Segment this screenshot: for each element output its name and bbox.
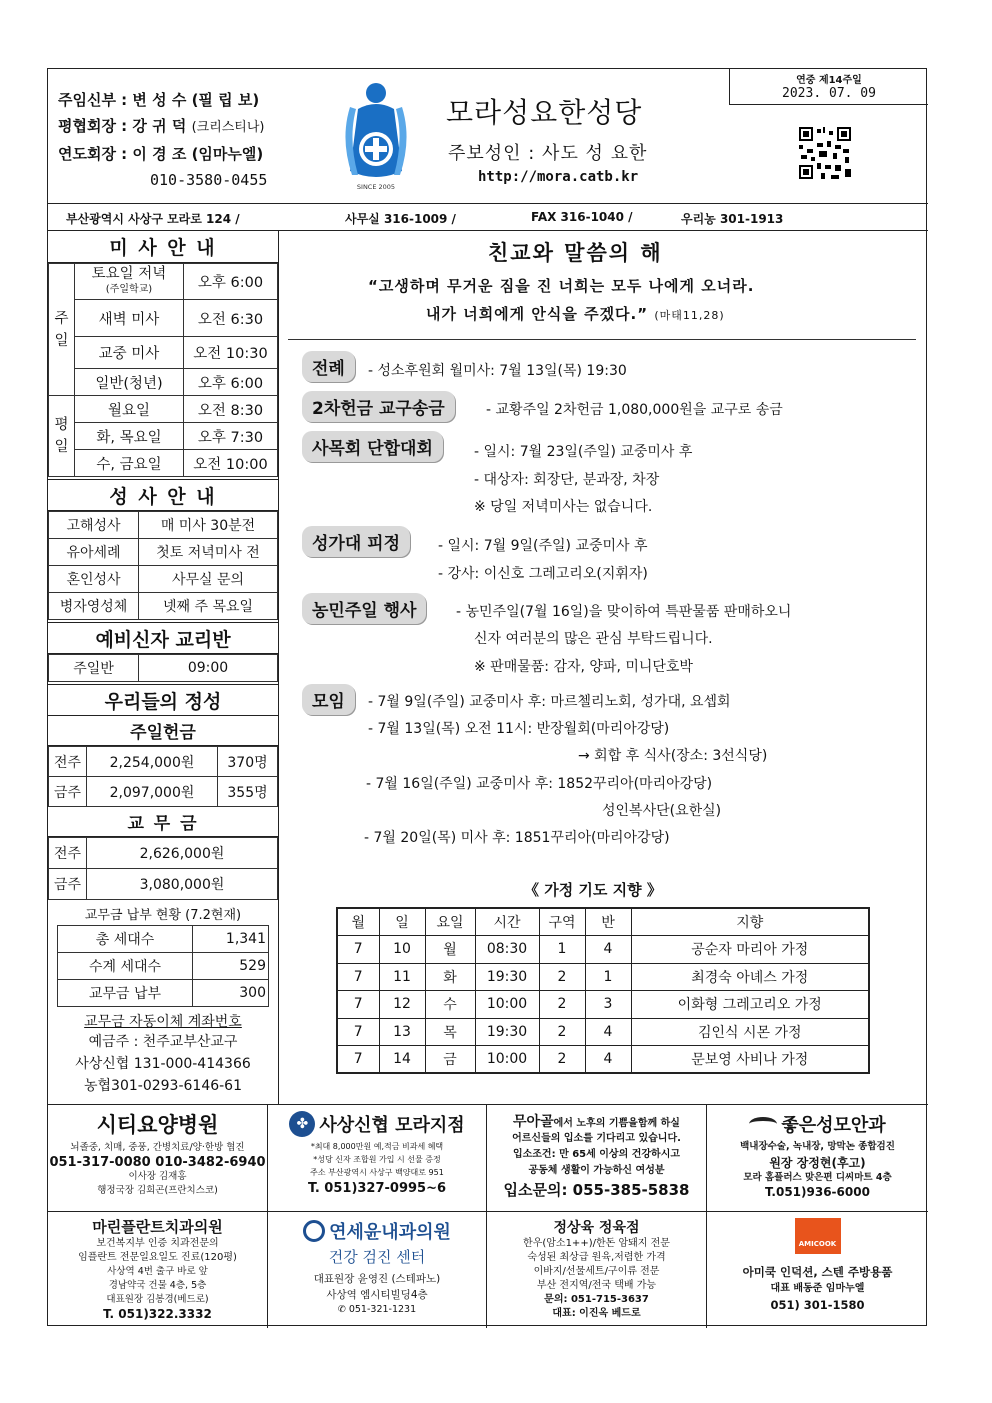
prayer-row: 7 11 화 19:30 2 1 최경숙 아녜스 가정 — [337, 963, 869, 991]
prayer-row: 7 12 수 10:00 2 3 이화형 그레고리오 가정 — [337, 991, 869, 1019]
church-url[interactable]: http://mora.catb.kr — [478, 169, 639, 185]
left-column — [48, 231, 279, 1104]
bulletin-page — [47, 68, 927, 1326]
mass-row: 토요일 저녁 (주일학교) — [75, 264, 184, 300]
ad-city-hospital: 시티요양병원 뇌졸중, 치매, 중풍, 간병치료/양·한방 협진 051-317-0080 010-3482-6940 이사장 김재홍 행정국장 김희곤(프란치스코) — [48, 1105, 268, 1212]
officers-block — [58, 87, 328, 193]
badge-meetings: 모임 — [302, 684, 355, 715]
catechumen-table: 주일반 09:00 — [48, 654, 278, 682]
bank-account-2: 농협301-0293-6146-61 — [84, 1078, 242, 1094]
woorinong: 우리농 301-1913 — [681, 212, 784, 226]
sunday-label: 주일 — [49, 264, 75, 396]
patron-saint: 주보성인 : 사도 성 요한 — [448, 143, 648, 164]
prayer-row: 7 14 금 10:00 2 4 문보영 사비나 가정 — [337, 1046, 869, 1074]
badge-second-collection: 2차헌금 교구송금 — [302, 391, 455, 422]
sunday-offering-title: 주일헌금 — [48, 716, 278, 746]
pastor-line: 주임신부 : 변 성 수 (필 립 보) — [58, 91, 260, 109]
address: 부산광역시 사상구 모라로 124 / — [66, 212, 240, 226]
main-content: 친교와 말씀의 해 “고생하며 무거운 짐을 진 너희는 모두 나에게 오너라. 내가 너희에게 안식을 주겠다.” (마태11,28) 전례 - 성소후원회 월미사: 7월 13일(목) 19:30 2차헌금 교구송금 - 교황주일 2차헌금 1,080,000원을 교구로 송금 사목회 단합대회 - 일시: 7월 23일(주일) 교중미사 후 - 대상자: 회장단, 분과장, 차장 ※ 당일 저녁미사는 없습니다. 성가대 피정 - 일시: 7월 9일(주일) 교중미사 후 - 강사: 이신호 그레고리오(지휘자) 농민주일 행사 - 농민주일(7월 16일)을 맞이하여 특판물품 판매하오니 신자 여러분의 많은 관심 부탁드립니다. ※ 판매물품: 감자, 양파, 미니단호박 모임 - 7월 9일(주일) 교중미사 후: 마르첼리노회, 성가대, 요셉회 - 7월 13일(목) 오전 11시: 반장월회(마리아강당) → 회합 후 식사(장소: 3선식당) - 7월 16일(주일) 교중미사 후: 1852꾸리아(마리아강당) 성인복사단(요한실) - 7월 20일(목) 미사 후: 1851꾸리아(마리아강당) 《 가정 기도 지향 》 월 일 요일 시간 구역 반 지향 7 10 월 08:30 1 4 공순자 마리아 가정 7 11 화 19:30 2 1 최경숙 아녜스 가정 7 12 수 10:00 2 3 이화형 그레고리오 가정 7 13 목 19:30 2 4 김인식 시몬 가정 7 14 금 10:00 2 4 문보영 사비나 가정 — [280, 231, 928, 1104]
fee-status-title: 교무금 납부 현황 (7.2현재) — [84, 908, 242, 923]
date-box — [729, 69, 928, 105]
ad-eye-clinic: 좋은성모안과 백내장수술, 녹내장, 망막논 종합검진 원장 장정현(후고) 모라 홈플러스 맞은편 디씨마트 4층 T.051)936-6000 — [707, 1105, 928, 1212]
sunday-offering-table: 전주 2,254,000원 370명 금주 2,097,000원 355명 — [48, 746, 278, 807]
diocese-fee-title: 교 무 금 — [48, 807, 278, 837]
badge-choir-retreat: 성가대 피정 — [302, 526, 410, 557]
sacrament-title: 성 사 안 내 — [48, 479, 278, 511]
fax: FAX 316-1040 / — [531, 210, 633, 224]
eye-logo-icon — [749, 1117, 777, 1131]
liturgical-week: 연중 제14주일 — [796, 75, 862, 86]
church-name: 모라성요한성당 — [446, 96, 643, 129]
ad-credit-union: ✤ 사상신협 모라지점 *최대 8,000만원 예,적금 비과세 혜택 *성당 신자 조합원 가입 시 선물 증정 주소 부산광역시 사상구 백양대로 951 T. 051)327-0995~6 — [268, 1105, 487, 1212]
catechumen-title: 예비신자 교리반 — [48, 622, 278, 654]
badge-council-gathering: 사목회 단합대회 — [302, 431, 443, 462]
ad-internal-clinic: 연세윤내과의원 건강 검진 센터 대표원장 윤영진 (스테파노) 사상역 엠시티빌딩4층 ✆ 051-321-1231 — [268, 1212, 487, 1328]
badge-farmers-sunday: 농민주일 행사 — [302, 593, 426, 624]
phone-icon: ✆ — [337, 1304, 346, 1315]
credit-union-logo-icon: ✤ — [289, 1111, 315, 1137]
church-logo-icon — [336, 79, 416, 194]
auto-transfer-title: 교무금 자동이체 계좌번호 — [84, 1014, 242, 1030]
clinic-logo-icon — [303, 1220, 325, 1242]
prayer-header: 월 일 요일 시간 구역 반 지향 — [337, 908, 869, 936]
mass-table: 주일 토요일 저녁 (주일학교) 오후 6:00 새벽 미사 오전 6:30 교중 미사 오전 10:30 일반(청년) 오후 6:00 평일 월요일 오전 8:30 화, 목요일 오후 7:30 수, 금요일 오전 10:00 — [48, 263, 278, 477]
account-holder: 예금주 : 천주교부산교구 — [88, 1034, 238, 1050]
prayer-row: 7 13 목 19:30 2 4 김인식 시몬 가정 — [337, 1018, 869, 1046]
mass-title: 미 사 안 내 — [48, 231, 278, 263]
qr-code-icon[interactable] — [797, 125, 853, 181]
year-title: 친교와 말씀의 해 — [488, 241, 663, 265]
prayer-title: 《 가정 기도 지향 》 — [524, 881, 662, 899]
council-line: 평협회장 : 강 귀 덕 (크리스티나) — [58, 117, 265, 135]
prayer-row: 7 10 월 08:30 1 4 공순자 마리아 가정 — [337, 936, 869, 964]
legion-line: 연도회장 : 이 경 조 (임마누엘) — [58, 145, 264, 163]
bulletin-date: 2023. 07. 09 — [782, 86, 876, 101]
weekday-label: 평일 — [49, 396, 75, 477]
ad-dental-clinic: 마린플란트치과의원 보건복지부 인증 치과전문의 임플란트 전문일요일도 진료(120평) 사상역 4번 출구 바로 앞 경남약국 건물 4층, 5층 대표원장 김봉경(베드로) T. 051)322.3332 — [48, 1212, 268, 1328]
office-phone: 사무실 316-1009 / — [345, 212, 456, 226]
sacrament-table: 고해성사 매 미사 30분전 유아세례 첫토 저녁미사 전 혼인성사 사무실 문의 병자영성체 넷째 주 목요일 — [48, 511, 278, 620]
amicook-logo-icon: AMICOOK — [795, 1218, 841, 1254]
offering-title: 우리들의 정성 — [48, 684, 278, 716]
phone: 010-3580-0455 — [150, 171, 268, 189]
ads-section — [48, 1104, 928, 1327]
ad-butcher: 정상육 정육점 한우(암소1++)/한돈 암돼지 전문 숙성된 최상급 원육,저렴한 가격 이바지/선물세트/구이류 전문 부산 전지역/전국 택배 가능 문의: 051-715-3637 대표: 이진옥 베드로 — [487, 1212, 707, 1328]
fee-status-table: 총 세대수 1,341 수계 세대수 529 교무금 납부 300 — [57, 925, 269, 1007]
divider — [288, 339, 916, 340]
scripture-quote-1: “고생하며 무거운 짐을 진 너희는 모두 나에게 오너라. — [368, 277, 755, 295]
address-bar — [48, 203, 928, 231]
bank-account-1: 사상신협 131-000-414366 — [75, 1056, 251, 1072]
diocese-fee-table: 전주 2,626,000원 금주 3,080,000원 — [48, 837, 278, 900]
ad-amicook: AMICOOK 아미쿡 인덕션, 스텐 주방용품 대표 배동준 임마누엘 051) 301-1580 — [707, 1212, 928, 1328]
ad-nursing-home: 무아골에서 노후의 기쁨을함께 하실 어르신들의 입소를 기다리고 있습니다. 입소조건: 만 65세 이상의 건강하시고 공동체 생활이 가능하신 여성분 입소문의: 055-385-5838 — [487, 1105, 707, 1212]
scripture-quote-2: 내가 너희에게 안식을 주겠다.” (마태11,28) — [426, 305, 725, 323]
badge-liturgy: 전례 — [302, 351, 355, 382]
logo-since: SINCE 2005 — [356, 183, 396, 191]
prayer-table — [336, 907, 870, 1074]
